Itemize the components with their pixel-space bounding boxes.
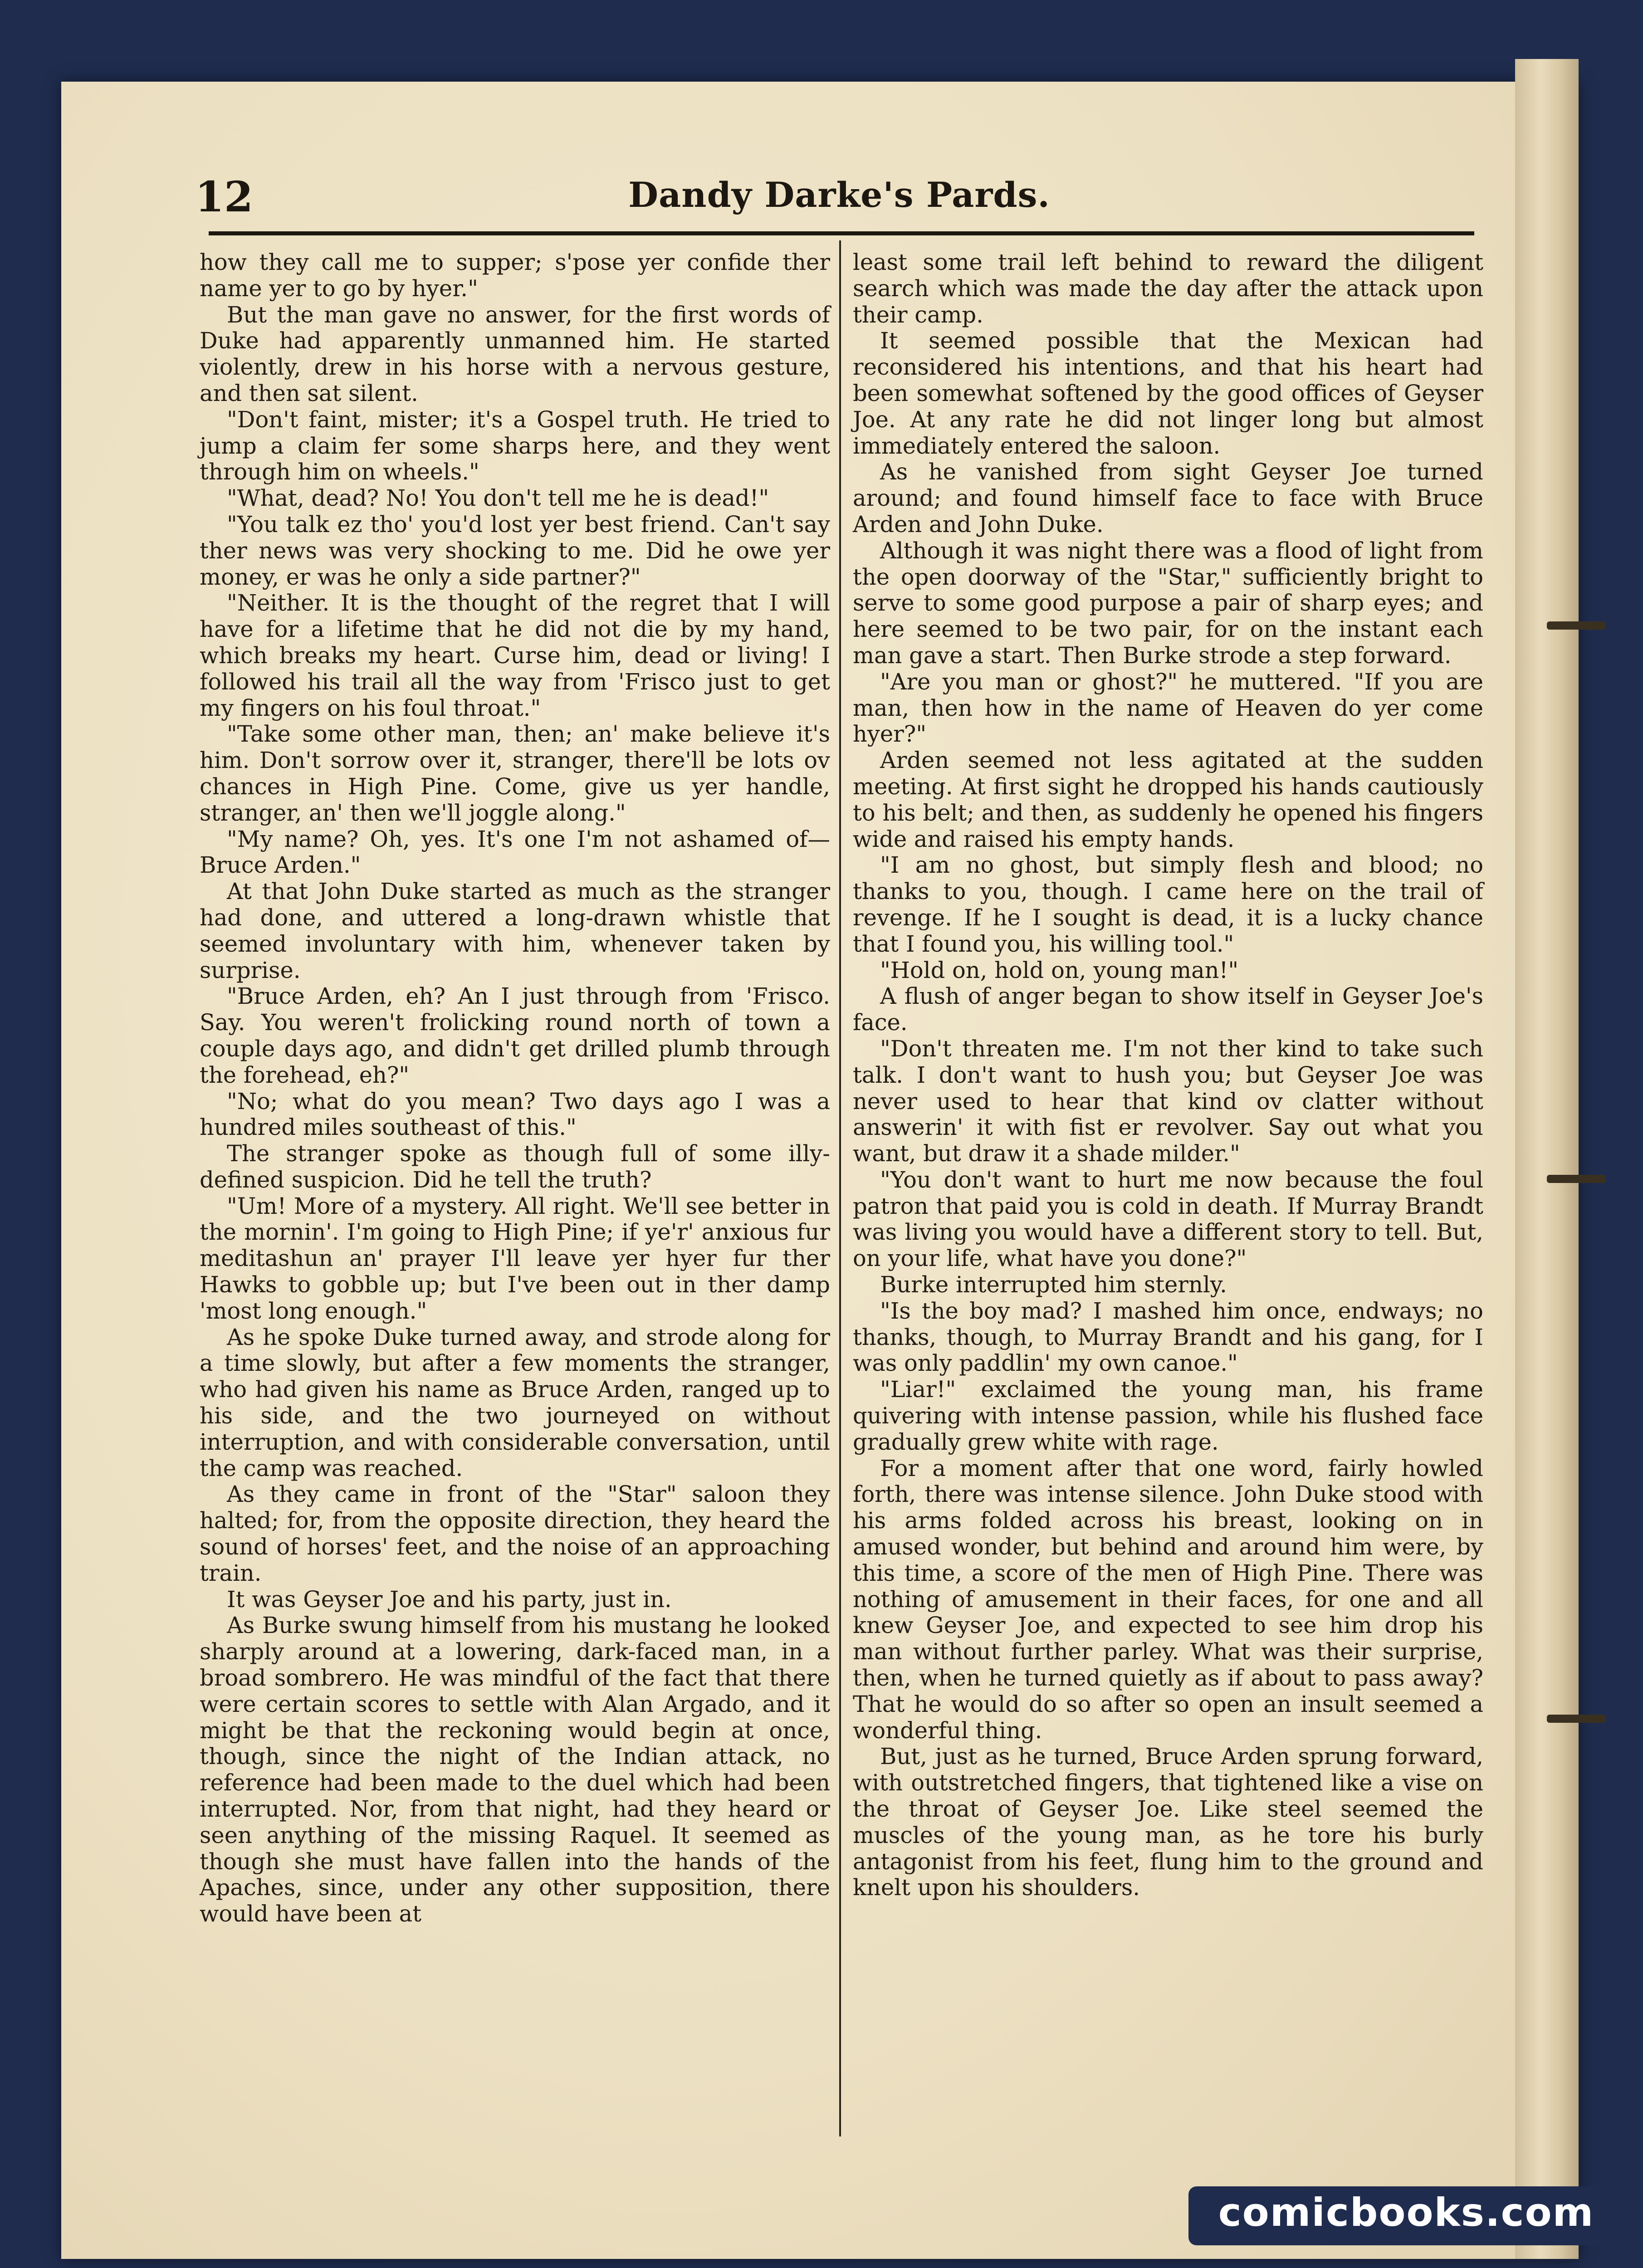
paragraph: "Hold on, hold on, young man!"	[880, 957, 1239, 983]
paragraph: But the man gave no answer, for the first words of Duke had apparently unmanned him. He started violently, drew in his horse with a nervous gesture, and then sat silent.	[200, 301, 830, 406]
watermark-logo	[1188, 2186, 1624, 2245]
paragraph: "Are you man or ghost?" he muttered. "If you are man, then how in the name of Heaven do yer come hyer?"	[853, 668, 1483, 748]
paragraph: As Burke swung himself from his mustang he looked sharply around at a lowering, dark-faced man, in a broad sombrero. He was mindful of the fact that there were certain scores to settle with Alan Argado, and it might be that the reckoning would begin at once, though, since the night of the Indian attack, no reference had been made to the duel which had been interrupted. Nor, from that night, had they heard or seen anything of the missing Raquel. It seemed as though she must have fallen into the hands of the Apaches, since, under any other supposition, there would have been at	[200, 1612, 830, 1927]
paragraph: A flush of anger began to show itself in Geyser Joe's face.	[853, 983, 1483, 1036]
binding-staple	[1547, 1175, 1606, 1183]
paragraph: At that John Duke started as much as the stranger had done, and uttered a long-drawn whistle that seemed involuntary with him, whenever taken by surprise.	[200, 878, 830, 983]
paragraph: "I am no ghost, but simply flesh and blood; no thanks to you, though. I came here on the trail of revenge. If he I sought is dead, it is a lucky chance that I found you, his willing tool."	[853, 852, 1483, 957]
paragraph: "My name? Oh, yes. It's one I'm not ashamed of—Bruce Arden."	[200, 826, 830, 879]
paragraph: But, just as he turned, Bruce Arden sprung forward, with outstretched fingers, that tightened like a vise on the throat of Geyser Joe. Like steel seemed the muscles of the young man, as he tore his burly antagonist from his feet, flung him to the ground and knelt upon his shoulders.	[853, 1743, 1483, 1901]
paragraph: As he vanished from sight Geyser Joe turned around; and found himself face to face with Bruce Arden and John Duke.	[853, 459, 1483, 538]
paragraph: "You talk ez tho' you'd lost yer best friend. Can't say ther news was very shocking to me. Did he owe yer money, er was he only a side partner?"	[200, 511, 830, 590]
paragraph: "You don't want to hurt me now because the foul patron that paid you is cold in death. If Murray Brandt was living you would have a different story to tell. But, on your life, what have you done?"	[853, 1166, 1483, 1272]
paragraph: "Neither. It is the thought of the regret that I will have for a lifetime that he did not die by my hand, which breaks my heart. Curse him, dead or living! I followed his trail all the way from 'Frisco just to get my fingers on his foul throat."	[200, 590, 830, 721]
paragraph: "Don't threaten me. I'm not ther kind to take such talk. I don't want to hush you; but Geyser Joe was never used to hear that kind ov clatter without answerin' it with fist er revolver. Say out what you want, but draw it a shade milder."	[853, 1035, 1483, 1167]
paragraph: As he spoke Duke turned away, and strode along for a time slowly, but after a few moments the stranger, who had given his name as Bruce Arden, ranged up to his side, and the two journeyed on without interruption, and with considerable conversation, until the camp was reached.	[200, 1324, 830, 1481]
binding-staple	[1547, 1715, 1606, 1723]
paragraph: "What, dead? No! You don't tell me he is dead!"	[227, 485, 769, 512]
paragraph: "Bruce Arden, eh? An I just through from 'Frisco. Say. You weren't frolicking round north of town a couple days ago, and didn't get drilled plumb through the forehead, eh?"	[200, 983, 830, 1088]
paragraph: It was Geyser Joe and his party, just in.	[227, 1586, 672, 1613]
paragraph: The stranger spoke as though full of some illy-defined suspicion. Did he tell the truth?	[200, 1140, 830, 1193]
paragraph: "Take some other man, then; an' make believe it's him. Don't sorrow over it, stranger, there'll be lots ov chances in High Pine. Come, give us yer handle, stranger, an' then we'll joggle along."	[200, 721, 830, 826]
left-column	[200, 249, 830, 1927]
right-column	[853, 249, 1483, 1901]
page-gutter	[1515, 59, 1579, 2259]
paragraph: It seemed possible that the Mexican had reconsidered his intentions, and that his heart had been somewhat softened by the good offices of Geyser Joe. At any rate he did not linger long but almost immediately entered the saloon.	[853, 327, 1483, 459]
paragraph: Burke interrupted him sternly.	[880, 1271, 1227, 1298]
paragraph: "Um! More of a mystery. All right. We'll see better in the mornin'. I'm going to High Pine; if ye'r' anxious fur meditashun an' prayer I'll leave yer hyer fur ther Hawks to gobble up; but I've been out in ther damp 'most long enough."	[200, 1193, 830, 1324]
column-divider	[839, 240, 841, 2136]
paragraph: As they came in front of the "Star" saloon they halted; for, from the opposite direction, they heard the sound of horses' feet, and the noise of an approaching train.	[200, 1481, 830, 1586]
paragraph: Although it was night there was a flood of light from the open doorway of the "Star," sufficiently bright to serve to some good purpose a pair of sharp eyes; and here seemed to be two pair, for on the instant each man gave a start. Then Burke strode a step forward.	[853, 537, 1483, 669]
running-title: Dandy Darke's Pards.	[628, 175, 1050, 215]
paragraph: least some trail left behind to reward the diligent search which was made the day after the attack upon their camp.	[853, 249, 1483, 328]
header-rule	[209, 231, 1474, 235]
paragraph: "Don't faint, mister; it's a Gospel truth. He tried to jump a claim fer some sharps here, and they went through him on wheels."	[200, 406, 830, 485]
paragraph: "Is the boy mad? I mashed him once, endways; no thanks, though, to Murray Brandt and his gang, for I was only paddlin' my own canoe."	[853, 1297, 1483, 1377]
page-header	[195, 172, 1483, 221]
page-number: 12	[195, 172, 254, 221]
paragraph: Arden seemed not less agitated at the sudden meeting. At first sight he dropped his hands cautiously to his belt; and then, as suddenly he opened his fingers wide and raised his empty hands.	[853, 747, 1483, 852]
watermark-text: comicbooks.com	[1218, 2190, 1594, 2235]
paragraph: "Liar!" exclaimed the young man, his frame quivering with intense passion, while his flushed face gradually grew white with rage.	[853, 1376, 1483, 1455]
paragraph: For a moment after that one word, fairly howled forth, there was intense silence. John Duke stood with his arms folded across his breast, looking on in amused wonder, but behind and around him were, by this time, a score of the men of High Pine. There was nothing of amusement in their faces, for one and all knew Geyser Joe, and expected to see him drop his man without further parley. What was their surprise, then, when he turned quietly as if about to pass away? That he would do so after so open an insult seemed a wonderful thing.	[853, 1455, 1483, 1744]
paragraph: how they call me to supper; s'pose yer confide ther name yer to go by hyer."	[200, 249, 830, 302]
paragraph: "No; what do you mean? Two days ago I was a hundred miles southeast of this."	[200, 1088, 830, 1141]
binding-staple	[1547, 621, 1606, 630]
